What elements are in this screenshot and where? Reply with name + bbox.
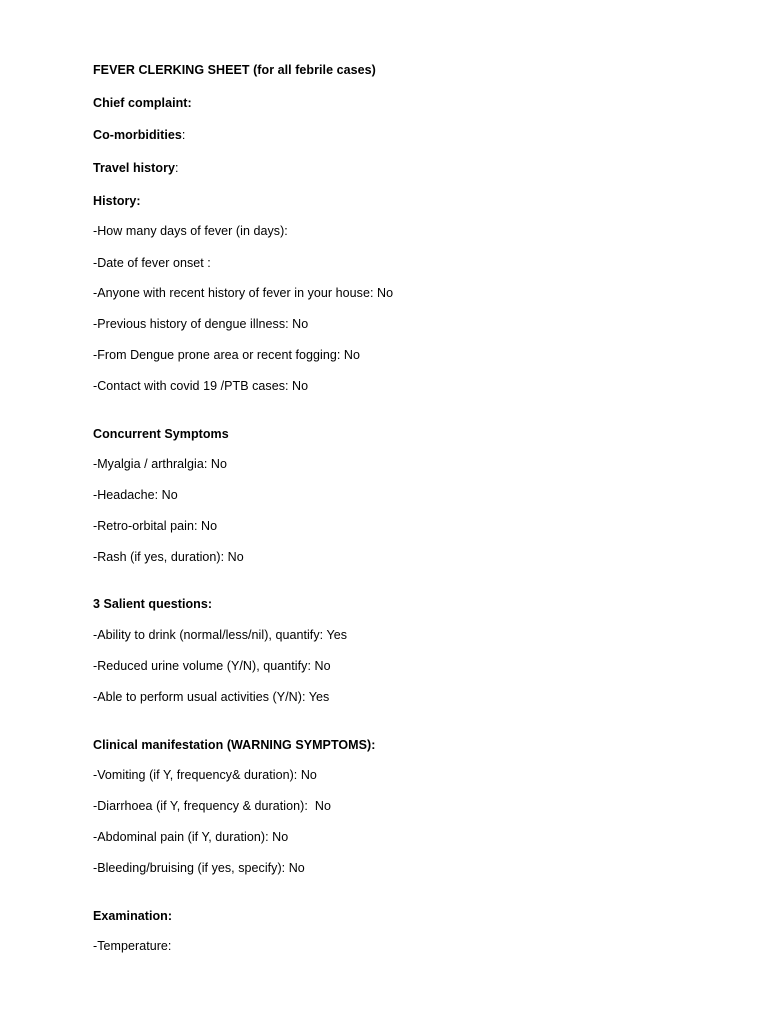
clinical-item: -Vomiting (if Y, frequency& duration): No (93, 768, 317, 782)
concurrent-item: -Myalgia / arthralgia: No (93, 457, 227, 471)
concurrent-item: -Headache: No (93, 488, 178, 502)
salient-item: -Reduced urine volume (Y/N), quantify: No (93, 659, 331, 673)
travel-history-label: Travel history (93, 161, 175, 175)
salient-item: -Ability to drink (normal/less/nil), quantify: Yes (93, 628, 347, 642)
examination-item: -Temperature: (93, 939, 172, 953)
history-item: -Contact with covid 19 /PTB cases: No (93, 379, 309, 393)
history-item: -Previous history of dengue illness: No (93, 317, 309, 331)
travel-history-row (93, 160, 179, 176)
examination-heading: Examination: (93, 909, 173, 923)
history-item: -From Dengue prone area or recent fogging: No (93, 348, 360, 362)
salient-questions-heading: 3 Salient questions: (93, 597, 213, 611)
travel-history-colon: : (175, 161, 179, 175)
history-heading: History: (93, 194, 141, 208)
clinical-item: -Abdominal pain (if Y, duration): No (93, 830, 289, 844)
salient-item: -Able to perform usual activities (Y/N): Yes (93, 690, 330, 704)
history-item: -Anyone with recent history of fever in your house: No (93, 286, 394, 300)
comorbidities-row (93, 127, 185, 143)
comorbidities-label: Co-morbidities (93, 128, 182, 142)
clinical-item: -Diarrhoea (if Y, frequency & duration): No (93, 799, 331, 813)
chief-complaint-label: Chief complaint: (93, 96, 192, 110)
concurrent-item: -Retro-orbital pain: No (93, 519, 218, 533)
history-item: -How many days of fever (in days): (93, 224, 288, 238)
history-item: -Date of fever onset : (93, 256, 211, 270)
clinical-item: -Bleeding/bruising (if yes, specify): No (93, 861, 305, 875)
concurrent-symptoms-heading: Concurrent Symptoms (93, 427, 229, 441)
document-title: FEVER CLERKING SHEET (for all febrile cases) (93, 63, 376, 77)
concurrent-item: -Rash (if yes, duration): No (93, 550, 244, 564)
clinical-manifestation-heading: Clinical manifestation (WARNING SYMPTOMS): (93, 738, 376, 752)
comorbidities-colon: : (181, 128, 186, 142)
